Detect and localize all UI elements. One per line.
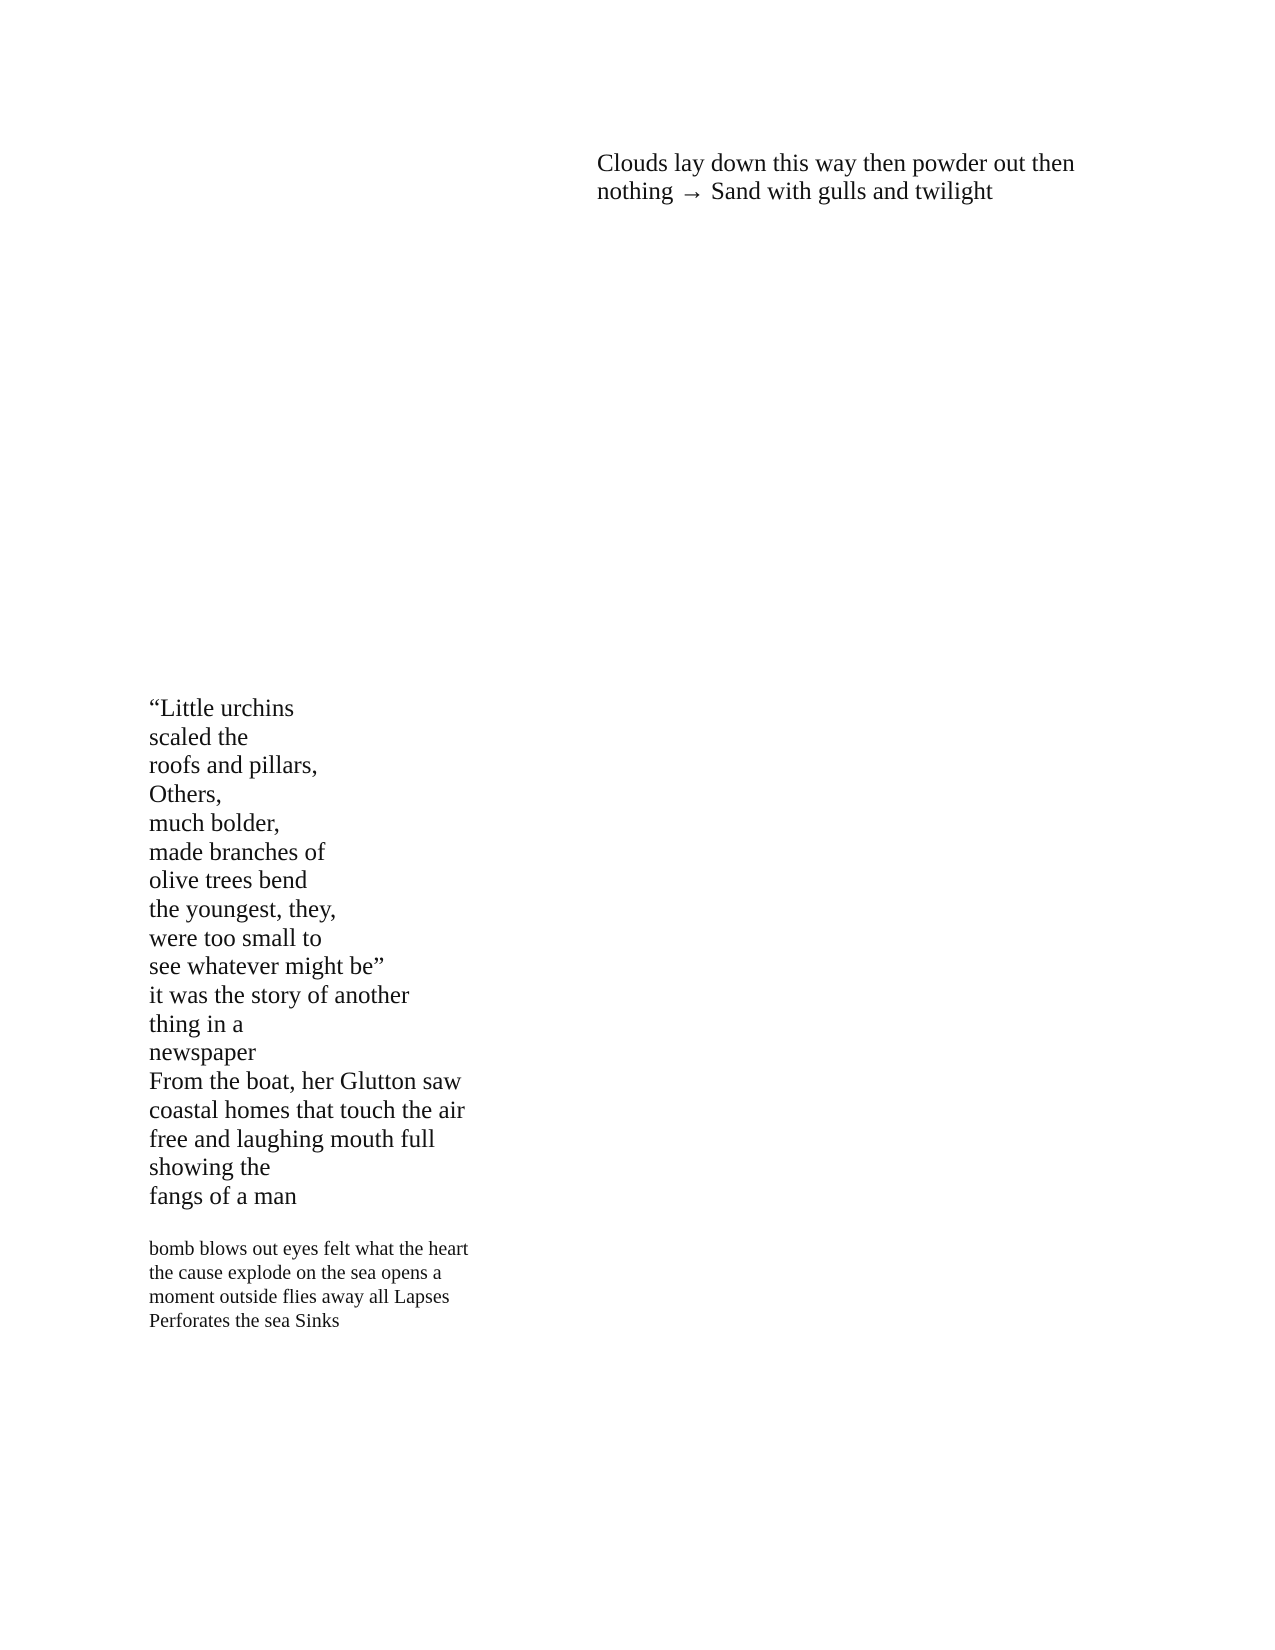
main-stanza-line: From the boat, her Glutton saw [149, 1068, 462, 1096]
main-stanza-line: roofs and pillars, [149, 752, 318, 780]
main-stanza [149, 695, 669, 1212]
top-stanza-line: nothing → Sand with gulls and twilight [597, 178, 993, 205]
main-stanza-line: coastal homes that touch the air [149, 1096, 465, 1124]
main-stanza-line: see whatever might be” [149, 953, 385, 981]
top-stanza [597, 150, 1197, 206]
small-stanza-line: bomb blows out eyes felt what the heart [149, 1238, 469, 1260]
top-stanza-line: Clouds lay down this way then powder out then [597, 150, 1075, 177]
small-stanza-line: moment outside flies away all Lapses [149, 1286, 450, 1308]
small-stanza-line: Perforates the sea Sinks [149, 1310, 340, 1332]
main-stanza-line: free and laughing mouth full [149, 1125, 436, 1153]
small-stanza [149, 1237, 669, 1333]
main-stanza-line: fangs of a man [149, 1182, 297, 1210]
main-stanza-line: made branches of [149, 838, 326, 866]
main-stanza-line: “Little urchins [149, 695, 295, 722]
main-stanza-line: were too small to [149, 924, 322, 952]
main-stanza-line: scaled the [149, 723, 249, 751]
main-stanza-line: it was the story of another [149, 982, 410, 1010]
main-stanza-line: newspaper [149, 1039, 256, 1067]
main-stanza-line: much bolder, [149, 809, 280, 837]
small-stanza-line: the cause explode on the sea opens a [149, 1262, 442, 1284]
main-stanza-line: showing the [149, 1154, 271, 1182]
main-stanza-line: olive trees bend [149, 867, 308, 895]
main-stanza-line: the youngest, they, [149, 895, 337, 923]
main-stanza-line: Others, [149, 781, 222, 809]
main-stanza-line: thing in a [149, 1010, 244, 1038]
